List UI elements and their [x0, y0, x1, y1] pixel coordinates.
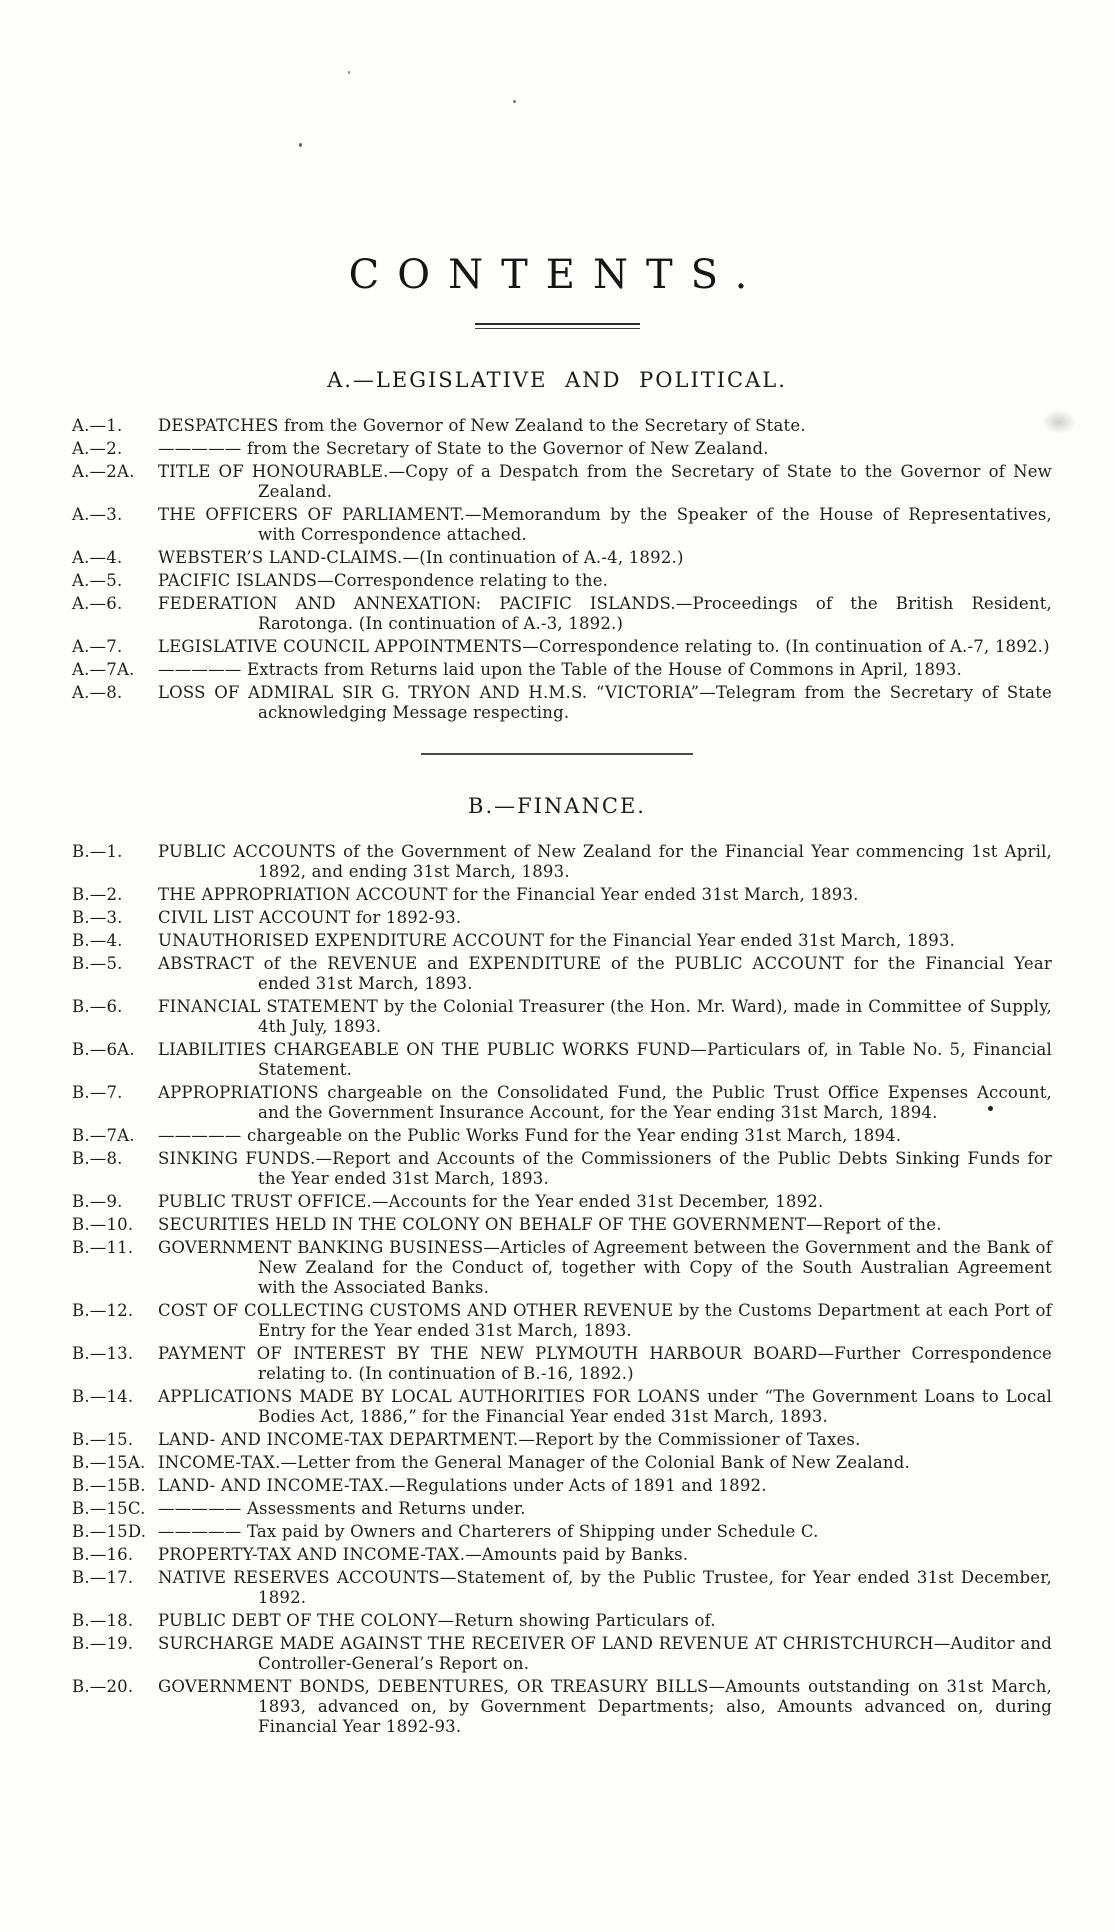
toc-entry [72, 1301, 1052, 1341]
entry-text: PAYMENT OF INTEREST BY THE NEW PLYMOUTH HARBOUR BOARD—Further Correspondence relating to. (In continuation of B.-16, 1892.) [158, 1344, 1052, 1384]
sections-container [0, 369, 1114, 1737]
entry-text: COST OF COLLECTING CUSTOMS AND OTHER REVENUE by the Customs Department at each Port of Entry for the Year ended 31st March, 1893. [158, 1301, 1052, 1341]
entry-number: B.—15B. [72, 1476, 146, 1496]
entry-text: GOVERNMENT BONDS, DEBENTURES, OR TREASURY BILLS—Amounts outstanding on 31st March, 1893, advanced on, by Government Departments; also, Amounts advanced on, during Financial Year 1892-93. [158, 1677, 1052, 1737]
entry-number: A.—8. [72, 683, 123, 703]
entry-number: B.—6. [72, 997, 123, 1017]
toc-entry [72, 1238, 1052, 1298]
entry-text: LOSS OF ADMIRAL SIR G. TRYON AND H.M.S. “VICTORIA”—Telegram from the Secretary of State acknowledging Message respecting. [158, 683, 1052, 723]
toc-entry [72, 683, 1052, 723]
toc-entry [72, 1545, 1052, 1565]
toc-entry [72, 885, 1052, 905]
page-title: CONTENTS. [348, 252, 766, 298]
entry-number: A.—3. [72, 505, 123, 525]
toc-entry [72, 1430, 1052, 1450]
entry-text: LAND- AND INCOME-TAX DEPARTMENT.—Report by the Commissioner of Taxes. [158, 1430, 861, 1450]
toc-entry [72, 594, 1052, 634]
title-divider-rule [475, 323, 640, 329]
toc-entry [72, 1149, 1052, 1189]
toc-entry [72, 416, 1052, 436]
entry-number: B.—9. [72, 1192, 123, 1212]
entry-number: B.—7A. [72, 1126, 135, 1146]
entry-text: PACIFIC ISLANDS—Correspondence relating to the. [158, 571, 609, 591]
entry-text: FINANCIAL STATEMENT by the Colonial Treasurer (the Hon. Mr. Ward), made in Committee of Supply, 4th July, 1893. [158, 997, 1052, 1037]
entry-text: ABSTRACT of the REVENUE and EXPENDITURE of the PUBLIC ACCOUNT for the Financial Year ended 31st March, 1893. [158, 954, 1052, 994]
toc-entry [72, 1568, 1052, 1608]
entry-number: A.—7. [72, 637, 123, 657]
entry-number: B.—7. [72, 1083, 123, 1103]
toc-entry [72, 842, 1052, 882]
entry-number: B.—11. [72, 1238, 134, 1258]
entry-number: B.—1. [72, 842, 123, 862]
entry-text: ————— from the Secretary of State to the Governor of New Zealand. [158, 439, 769, 459]
toc-entry [72, 1192, 1052, 1212]
toc-entry [72, 954, 1052, 994]
entry-text: WEBSTER’S LAND-CLAIMS.—(In continuation of A.-4, 1892.) [158, 548, 684, 568]
toc-entry [72, 1476, 1052, 1496]
entry-number: B.—4. [72, 931, 123, 951]
entry-text: DESPATCHES from the Governor of New Zealand to the Secretary of State. [158, 416, 806, 436]
toc-entry [72, 1453, 1052, 1473]
entry-text: GOVERNMENT BANKING BUSINESS—Articles of Agreement between the Government and the Bank of New Zealand for the Conduct of, together with Copy of the South Australian Agreement with the Associated Banks. [158, 1238, 1052, 1298]
toc-entry [72, 462, 1052, 502]
section-heading: B.—FINANCE. [468, 794, 646, 819]
entry-text: ————— Tax paid by Owners and Charterers of Shipping under Schedule C. [158, 1522, 819, 1542]
entry-list [72, 842, 1052, 1737]
toc-entry [72, 439, 1052, 459]
entry-number: B.—3. [72, 908, 123, 928]
entry-text: SINKING FUNDS.—Report and Accounts of the Commissioners of the Public Debts Sinking Funds for the Year ended 31st March, 1893. [158, 1149, 1052, 1189]
entry-text: PUBLIC TRUST OFFICE.—Accounts for the Year ended 31st December, 1892. [158, 1192, 824, 1212]
toc-entry [72, 1126, 1052, 1146]
toc-entry [72, 1344, 1052, 1384]
toc-entry [72, 1522, 1052, 1542]
toc-entry [72, 548, 1052, 568]
entry-number: B.—15. [72, 1430, 134, 1450]
entry-text: LEGISLATIVE COUNCIL APPOINTMENTS—Correspondence relating to. (In continuation of A.-7, 1892.) [158, 637, 1050, 657]
entry-text: INCOME-TAX.—Letter from the General Manager of the Colonial Bank of New Zealand. [158, 1453, 910, 1473]
entry-text: SURCHARGE MADE AGAINST THE RECEIVER OF LAND REVENUE AT CHRISTCHURCH—Auditor and Controller-General’s Report on. [158, 1634, 1052, 1674]
entry-text: THE OFFICERS OF PARLIAMENT.—Memorandum by the Speaker of the House of Representatives, with Correspondence attached. [158, 505, 1052, 545]
entry-number: B.—17. [72, 1568, 134, 1588]
toc-entry [72, 1634, 1052, 1674]
toc-entry [72, 997, 1052, 1037]
toc-entry [72, 505, 1052, 545]
entry-text: APPROPRIATIONS chargeable on the Consolidated Fund, the Public Trust Office Expenses Account, and the Government Insurance Account, for the Year ending 31st March, 1894. [158, 1083, 1052, 1123]
toc-entry [72, 1215, 1052, 1235]
entry-text: APPLICATIONS MADE BY LOCAL AUTHORITIES FOR LOANS under “The Government Loans to Local Bodies Act, 1886,” for the Financial Year ended 31st March, 1893. [158, 1387, 1052, 1427]
entry-number: B.—13. [72, 1344, 134, 1364]
toc-entry [72, 1499, 1052, 1519]
toc-entry [72, 1611, 1052, 1631]
entry-number: A.—6. [72, 594, 123, 614]
entry-text: PROPERTY-TAX AND INCOME-TAX.—Amounts paid by Banks. [158, 1545, 689, 1565]
entry-number: B.—15A. [72, 1453, 146, 1473]
entry-number: B.—8. [72, 1149, 123, 1169]
entry-text: LIABILITIES CHARGEABLE ON THE PUBLIC WORKS FUND—Particulars of, in Table No. 5, Financial Statement. [158, 1040, 1052, 1080]
entry-text: ————— Extracts from Returns laid upon the Table of the House of Commons in April, 1893. [158, 660, 962, 680]
toc-entry [72, 660, 1052, 680]
entry-text: FEDERATION AND ANNEXATION: PACIFIC ISLANDS.—Proceedings of the British Resident, Rarotonga. (In continuation of A.-3, 1892.) [158, 594, 1052, 634]
entry-number: B.—10. [72, 1215, 134, 1235]
entry-number: B.—18. [72, 1611, 134, 1631]
entry-number: B.—15D. [72, 1522, 147, 1542]
entry-number: A.—7A. [72, 660, 135, 680]
entry-text: PUBLIC DEBT OF THE COLONY—Return showing Particulars of. [158, 1611, 716, 1631]
entry-number: B.—19. [72, 1634, 134, 1654]
toc-entry [72, 637, 1052, 657]
toc-entry [72, 1083, 1052, 1123]
entry-text: ————— chargeable on the Public Works Fund for the Year ending 31st March, 1894. [158, 1126, 902, 1146]
entry-number: B.—20. [72, 1677, 134, 1697]
toc-entry [72, 908, 1052, 928]
entry-number: B.—14. [72, 1387, 134, 1407]
entry-text: CIVIL LIST ACCOUNT for 1892-93. [158, 908, 462, 928]
entry-number: B.—15C. [72, 1499, 146, 1519]
entry-text: PUBLIC ACCOUNTS of the Government of New Zealand for the Financial Year commencing 1st April, 1892, and ending 31st March, 1893. [158, 842, 1052, 882]
entry-number: A.—1. [72, 416, 123, 436]
toc-entry [72, 1677, 1052, 1737]
entry-text: NATIVE RESERVES ACCOUNTS—Statement of, by the Public Trustee, for Year ended 31st December, 1892. [158, 1568, 1052, 1608]
entry-number: A.—5. [72, 571, 123, 591]
toc-entry [72, 571, 1052, 591]
entry-text: SECURITIES HELD IN THE COLONY ON BEHALF OF THE GOVERNMENT—Report of the. [158, 1215, 942, 1235]
entry-list [72, 416, 1052, 723]
entry-number: A.—2. [72, 439, 123, 459]
entry-number: B.—6A. [72, 1040, 135, 1060]
entry-number: B.—2. [72, 885, 123, 905]
entry-text: UNAUTHORISED EXPENDITURE ACCOUNT for the Financial Year ended 31st March, 1893. [158, 931, 956, 951]
entry-text: LAND- AND INCOME-TAX.—Regulations under Acts of 1891 and 1892. [158, 1476, 767, 1496]
toc-entry [72, 1387, 1052, 1427]
entry-text: ————— Assessments and Returns under. [158, 1499, 526, 1519]
entry-number: A.—2A. [72, 462, 135, 482]
toc-entry [72, 931, 1052, 951]
entry-text: TITLE OF HONOURABLE.—Copy of a Despatch from the Secretary of State to the Governor of New Zealand. [158, 462, 1052, 502]
ink-speck [299, 143, 302, 147]
ink-speck [513, 100, 516, 103]
toc-entry [72, 1040, 1052, 1080]
ink-speck [348, 71, 350, 74]
entry-number: B.—5. [72, 954, 123, 974]
entry-number: B.—16. [72, 1545, 134, 1565]
section-heading: A.—LEGISLATIVE AND POLITICAL. [327, 368, 787, 392]
entry-text: THE APPROPRIATION ACCOUNT for the Financial Year ended 31st March, 1893. [158, 885, 859, 905]
section-divider-rule [421, 753, 693, 755]
entry-number: B.—12. [72, 1301, 134, 1321]
entry-number: A.—4. [72, 548, 123, 568]
